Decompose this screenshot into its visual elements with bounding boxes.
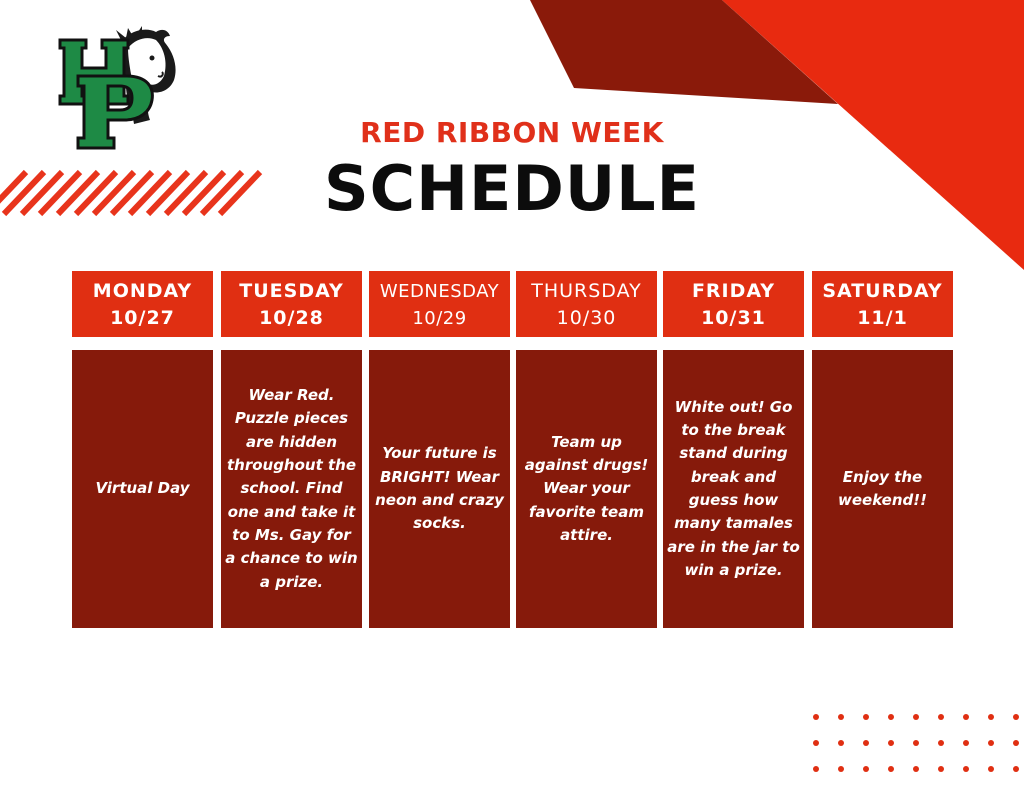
page-title: SCHEDULE [323,152,701,225]
day-column-wednesday [369,271,510,533]
day-header [72,271,213,337]
day-name: MONDAY [92,280,193,302]
day-column-friday [663,271,804,579]
day-name: TUESDAY [239,280,344,302]
day-name: FRIDAY [691,280,776,302]
day-date: 10/27 [110,307,175,329]
day-header [663,271,804,337]
day-date: 10/31 [701,307,766,329]
dot-grid [813,714,1019,772]
day-header [812,271,953,337]
day-activity: Virtual Day [72,350,213,628]
day-name: THURSDAY [531,280,642,302]
day-header [369,271,510,337]
day-header [516,271,657,337]
day-activity: Team up against drugs! Wear your favorite team attire. [516,350,657,628]
day-activity: White out! Go to the break stand during break and guess how many tamales are in the jar to win a prize. [663,350,804,628]
day-column-tuesday [221,271,362,591]
day-activity: Enjoy the weekend!! [812,350,953,628]
day-name: WEDNESDAY [379,281,500,302]
day-activity: Wear Red. Puzzle pieces are hidden throughout the school. Find one and take it to Ms. Gay for a chance to win a prize. [221,350,362,628]
day-date: 10/29 [412,308,467,329]
day-date: 11/1 [857,307,908,329]
day-activity: Your future is BRIGHT! Wear neon and crazy socks. [369,350,510,628]
event-subtitle: RED RIBBON WEEK [360,116,664,149]
day-column-thursday [516,271,657,544]
day-header [221,271,362,337]
day-date: 10/30 [556,307,617,329]
day-column-monday [72,271,213,498]
day-name: SATURDAY [822,280,943,302]
day-date: 10/28 [259,307,324,329]
day-column-saturday [812,271,953,509]
